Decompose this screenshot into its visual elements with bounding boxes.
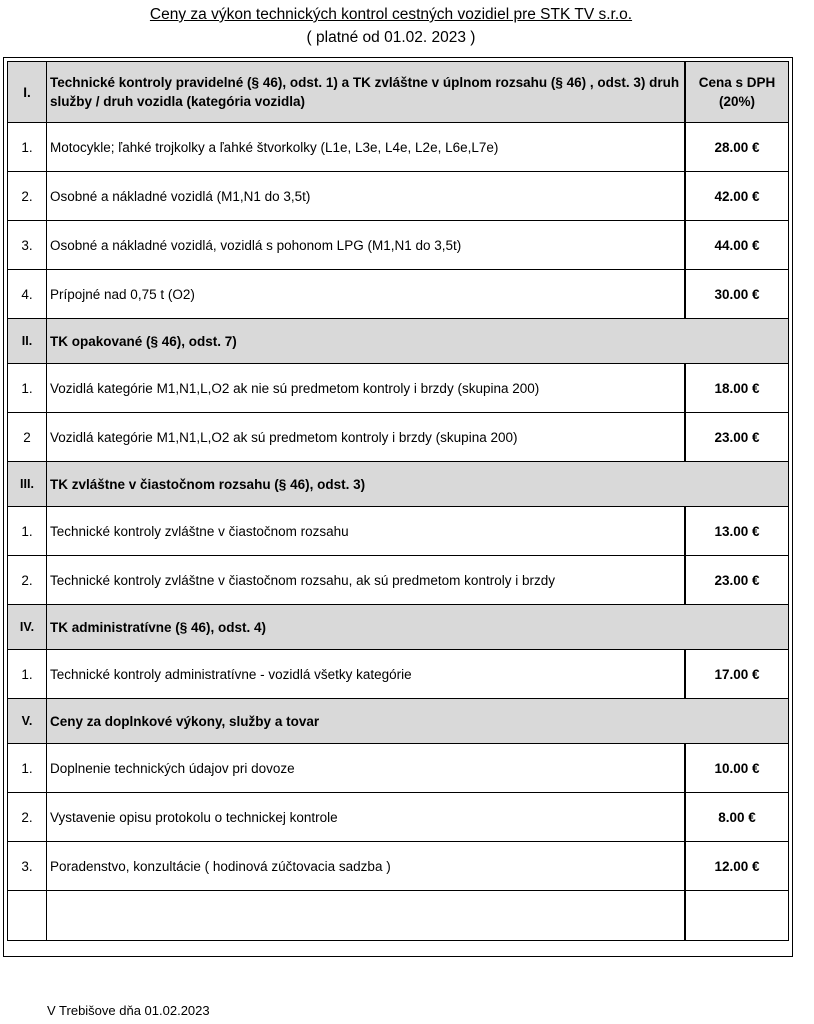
section-title: Technické kontroly pravidelné (§ 46), odst. 1) a TK zvláštne v úplnom rozsahu (§ 46) , odst. 3) druh služby / druh vozidla (kategória vozidla) — [47, 62, 686, 123]
row-number: 3. — [8, 842, 47, 891]
row-price: 17.00 € — [685, 650, 789, 699]
section-number: V. — [8, 699, 47, 744]
table-row — [8, 842, 789, 891]
row-price: 23.00 € — [685, 556, 789, 605]
row-price: 10.00 € — [685, 744, 789, 793]
row-number: 1. — [8, 744, 47, 793]
row-description: Prípojné nad 0,75 t (O2) — [47, 270, 686, 319]
row-description: Technické kontroly administratívne - vozidlá všetky kategórie — [47, 650, 686, 699]
empty-row — [8, 891, 789, 941]
row-description: Osobné a nákladné vozidlá, vozidlá s pohonom LPG (M1,N1 do 3,5t) — [47, 221, 686, 270]
row-description: Osobné a nákladné vozidlá (M1,N1 do 3,5t) — [47, 172, 686, 221]
row-description: Vystavenie opisu protokolu o technickej kontrole — [47, 793, 686, 842]
empty-cell — [8, 891, 47, 941]
price-column-header: Cena s DPH (20%) — [685, 62, 789, 123]
row-price: 13.00 € — [685, 507, 789, 556]
row-description: Technické kontroly zvláštne v čiastočnom rozsahu — [47, 507, 686, 556]
document-title: Ceny za výkon technických kontrol cestných vozidiel pre STK TV s.r.o. — [149, 6, 633, 23]
section-number: I. — [8, 62, 47, 123]
row-number: 2 — [8, 413, 47, 462]
place-date-footer: V Trebišove dňa 01.02.2023 — [47, 1003, 210, 1018]
section-title: TK zvláštne v čiastočnom rozsahu (§ 46), odst. 3) — [47, 462, 789, 507]
table-row — [8, 650, 789, 699]
row-price: 23.00 € — [685, 413, 789, 462]
row-price: 30.00 € — [685, 270, 789, 319]
section-header-row — [8, 699, 789, 744]
table-row — [8, 221, 789, 270]
row-number: 2. — [8, 556, 47, 605]
row-description: Vozidlá kategórie M1,N1,L,O2 ak sú predmetom kontroly i brzdy (skupina 200) — [47, 413, 686, 462]
table-header-row — [8, 62, 789, 123]
section-number: IV. — [8, 605, 47, 650]
row-price: 12.00 € — [685, 842, 789, 891]
section-header-row — [8, 319, 789, 364]
empty-cell — [47, 891, 686, 941]
table-row — [8, 364, 789, 413]
empty-cell — [685, 891, 789, 941]
row-number: 3. — [8, 221, 47, 270]
validity-subtitle: ( platné od 01.02. 2023 ) — [306, 29, 476, 46]
section-number: III. — [8, 462, 47, 507]
row-description: Technické kontroly zvláštne v čiastočnom rozsahu, ak sú predmetom kontroly i brzdy — [47, 556, 686, 605]
price-table-frame — [3, 57, 793, 957]
row-number: 1. — [8, 650, 47, 699]
table-row — [8, 744, 789, 793]
row-description: Vozidlá kategórie M1,N1,L,O2 ak nie sú predmetom kontroly i brzdy (skupina 200) — [47, 364, 686, 413]
section-header-row — [8, 462, 789, 507]
table-row — [8, 793, 789, 842]
row-description: Doplnenie technických údajov pri dovoze — [47, 744, 686, 793]
table-row — [8, 270, 789, 319]
row-number: 4. — [8, 270, 47, 319]
row-number: 1. — [8, 123, 47, 172]
row-number: 2. — [8, 172, 47, 221]
row-price: 42.00 € — [685, 172, 789, 221]
table-row — [8, 123, 789, 172]
section-header-row — [8, 605, 789, 650]
price-table — [7, 61, 789, 941]
row-price: 18.00 € — [685, 364, 789, 413]
table-row — [8, 556, 789, 605]
row-description: Motocykle; ľahké trojkolky a ľahké štvorkolky (L1e, L3e, L4e, L2e, L6e,L7e) — [47, 123, 686, 172]
section-title: TK administratívne (§ 46), odst. 4) — [47, 605, 789, 650]
row-description: Poradenstvo, konzultácie ( hodinová zúčtovacia sadzba ) — [47, 842, 686, 891]
row-price: 8.00 € — [685, 793, 789, 842]
section-number: II. — [8, 319, 47, 364]
row-price: 44.00 € — [685, 221, 789, 270]
row-number: 1. — [8, 364, 47, 413]
row-number: 2. — [8, 793, 47, 842]
table-row — [8, 413, 789, 462]
row-number: 1. — [8, 507, 47, 556]
table-row — [8, 172, 789, 221]
row-price: 28.00 € — [685, 123, 789, 172]
section-title: Ceny za doplnkové výkony, služby a tovar — [47, 699, 789, 744]
section-title: TK opakované (§ 46), odst. 7) — [47, 319, 789, 364]
table-row — [8, 507, 789, 556]
